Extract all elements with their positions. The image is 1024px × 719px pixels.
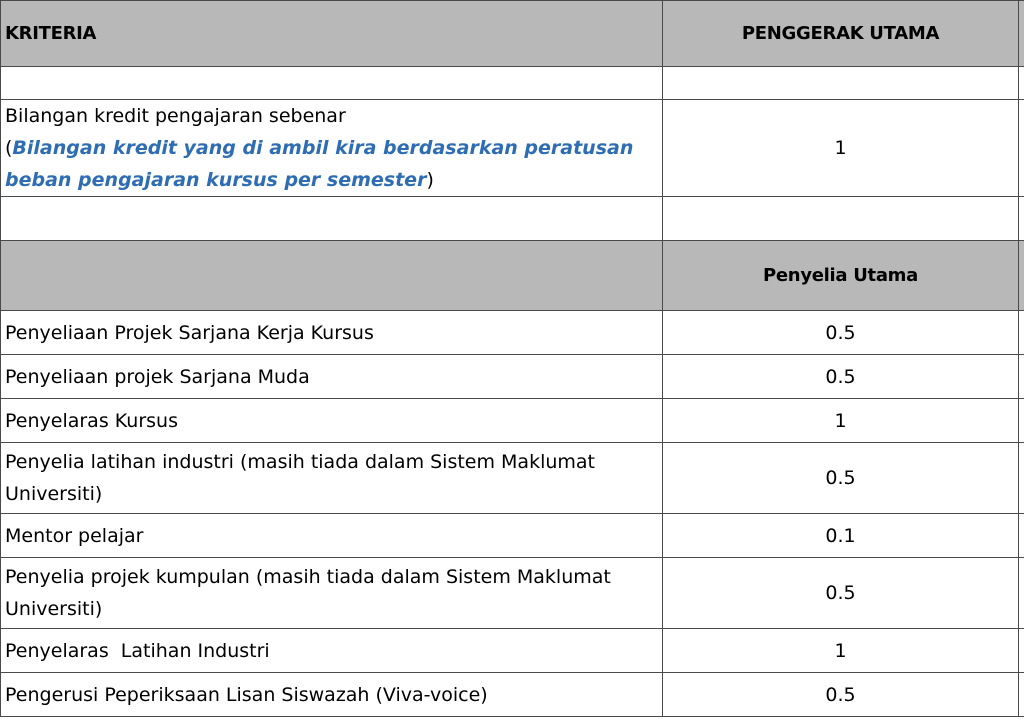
- empty-cell[interactable]: [1019, 197, 1024, 241]
- row-value[interactable]: 0.5: [663, 558, 1019, 629]
- teaching-credit-note: Bilangan kredit yang di ambil kira berdasarkan peratusan beban pengajaran kursus per semester: [5, 137, 634, 191]
- subheader-penyelia-utama[interactable]: Penyelia Utama: [663, 241, 1019, 311]
- subheader-edge-cell[interactable]: [1019, 241, 1024, 311]
- teaching-credit-row: [1, 100, 1024, 197]
- table-row: [1, 311, 1024, 355]
- teaching-credit-value[interactable]: 1: [663, 100, 1019, 197]
- table-row: [1, 355, 1024, 399]
- empty-cell[interactable]: [1019, 67, 1024, 100]
- row-value[interactable]: 0.5: [663, 673, 1019, 717]
- row-value[interactable]: 0.1: [663, 514, 1019, 558]
- empty-row: [1, 197, 1024, 241]
- table-row: [1, 673, 1024, 717]
- empty-cell[interactable]: [663, 197, 1019, 241]
- table-row: [1, 443, 1024, 514]
- row-label[interactable]: Penyelaras Latihan Industri: [1, 629, 663, 673]
- row-value[interactable]: 0.5: [663, 443, 1019, 514]
- subheader-row: [1, 241, 1024, 311]
- edge-cell[interactable]: [1019, 100, 1024, 197]
- table-row: [1, 629, 1024, 673]
- row-value[interactable]: 1: [663, 629, 1019, 673]
- edge-cell[interactable]: [1019, 311, 1024, 355]
- subheader-label[interactable]: [1, 241, 663, 311]
- row-value[interactable]: 0.5: [663, 355, 1019, 399]
- table-row: [1, 514, 1024, 558]
- row-label[interactable]: Penyelia projek kumpulan (masih tiada dalam Sistem Maklumat Universiti): [1, 558, 663, 629]
- teaching-credit-label: Bilangan kredit pengajaran sebenar: [5, 105, 346, 127]
- empty-cell[interactable]: [1, 67, 663, 100]
- header-penggerak-utama[interactable]: PENGGERAK UTAMA: [663, 1, 1019, 67]
- edge-cell[interactable]: [1019, 558, 1024, 629]
- row-label[interactable]: Penyelaras Kursus: [1, 399, 663, 443]
- header-edge-cell[interactable]: [1019, 1, 1024, 67]
- table-row: [1, 558, 1024, 629]
- edge-cell[interactable]: [1019, 399, 1024, 443]
- edge-cell[interactable]: [1019, 514, 1024, 558]
- edge-cell[interactable]: [1019, 629, 1024, 673]
- empty-cell[interactable]: [1, 197, 663, 241]
- header-row: [1, 1, 1024, 67]
- header-kriteria[interactable]: KRITERIA: [1, 1, 663, 67]
- table-row: [1, 399, 1024, 443]
- row-label[interactable]: Pengerusi Peperiksaan Lisan Siswazah (Viva-voice): [1, 673, 663, 717]
- empty-row: [1, 67, 1024, 100]
- empty-cell[interactable]: [663, 67, 1019, 100]
- edge-cell[interactable]: [1019, 355, 1024, 399]
- teaching-credit-cell[interactable]: [1, 100, 663, 197]
- teaching-credit-paren-open: (: [5, 137, 13, 159]
- row-label[interactable]: Penyeliaan projek Sarjana Muda: [1, 355, 663, 399]
- edge-cell[interactable]: [1019, 673, 1024, 717]
- row-value[interactable]: 1: [663, 399, 1019, 443]
- row-label[interactable]: Penyelia latihan industri (masih tiada dalam Sistem Maklumat Universiti): [1, 443, 663, 514]
- teaching-credit-paren-close: ): [426, 169, 434, 191]
- row-value[interactable]: 0.5: [663, 311, 1019, 355]
- row-label[interactable]: Penyeliaan Projek Sarjana Kerja Kursus: [1, 311, 663, 355]
- edge-cell[interactable]: [1019, 443, 1024, 514]
- row-label[interactable]: Mentor pelajar: [1, 514, 663, 558]
